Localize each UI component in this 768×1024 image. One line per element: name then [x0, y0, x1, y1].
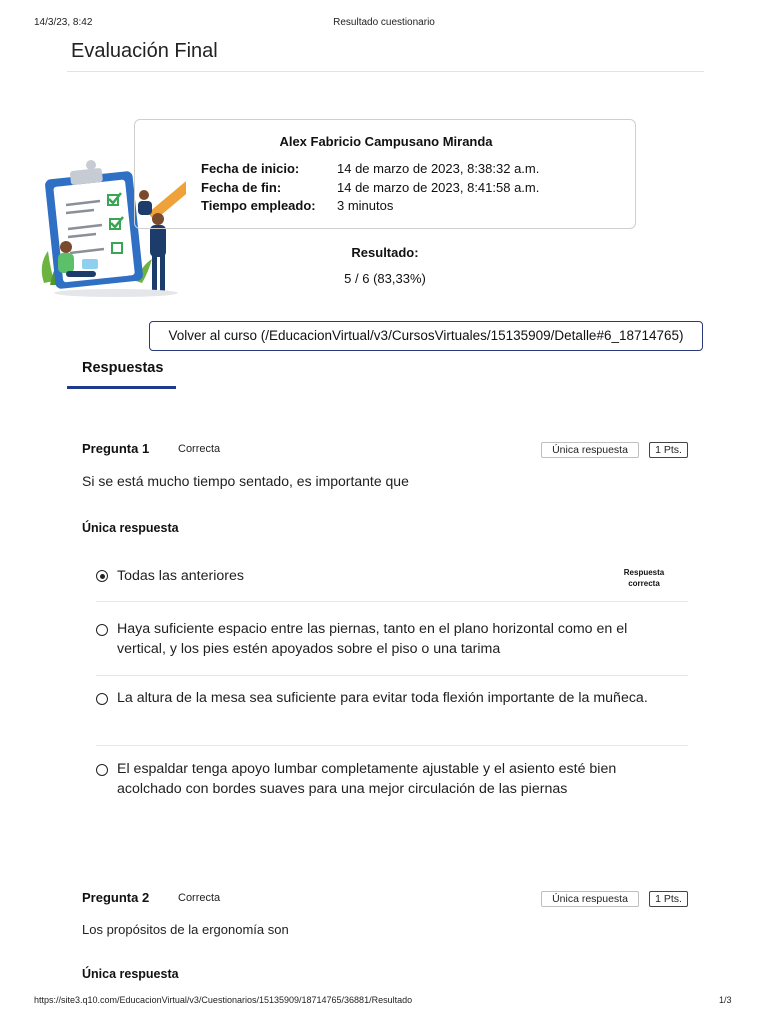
option-label: El espaldar tenga apoyo lumbar completamente ajustable y el asiento esté bien acolchado con bordes suaves para una mejor circulación de las piernas [117, 761, 617, 797]
radio-icon[interactable] [96, 624, 108, 636]
radio-icon[interactable] [96, 693, 108, 705]
summary-card [134, 119, 636, 229]
result-label: Resultado: [351, 245, 419, 260]
footer-page-number: 1/3 [719, 995, 732, 1005]
question-1-answer-type: Única respuesta [82, 521, 179, 535]
end-date-value: 14 de marzo de 2023, 8:41:58 a.m. [337, 180, 540, 195]
print-date: 14/3/23, 8:42 [34, 17, 93, 28]
footer-url: https://site3.q10.com/EducacionVirtual/v3/Cuestionarios/15135909/18714765/36881/Resultado [34, 995, 413, 1005]
time-spent-row [201, 198, 393, 213]
question-2-status: Correcta [178, 892, 221, 904]
option-divider [96, 675, 688, 676]
student-name: Alex Fabricio Campusano Miranda [279, 134, 493, 149]
start-date-label: Fecha de inicio: [201, 161, 300, 176]
end-date-label: Fecha de fin: [201, 180, 282, 195]
option-label: Todas las anteriores [117, 568, 244, 584]
option-label: Haya suficiente espacio entre las piernas, tanto en el plano horizontal como en el vertical, y los pies estén apoyados sobre el piso o una tarima [117, 621, 628, 657]
question-1-label: Pregunta 1 [82, 441, 150, 456]
start-date-row [201, 161, 539, 176]
time-spent-label: Tiempo empleado: [201, 198, 316, 213]
back-to-course-button[interactable]: Volver al curso (/EducacionVirtual/v3/CursosVirtuales/15135909/Detalle#6_18714765) [149, 321, 703, 351]
question-1-status: Correcta [178, 443, 221, 455]
question-1-text: Si se está mucho tiempo sentado, es importante que [82, 473, 409, 489]
correct-answer-note: Respuesta correcta [623, 568, 665, 588]
option-divider [96, 745, 688, 746]
title-divider [67, 71, 704, 72]
question-2-points-badge: 1 Pts. [649, 891, 688, 907]
question-2-text: Los propósitos de la ergonomía son [82, 922, 289, 937]
tab-respuestas[interactable]: Respuestas [82, 360, 164, 376]
end-date-row [201, 180, 539, 195]
print-title: Resultado cuestionario [333, 17, 435, 28]
question-1-points-badge: 1 Pts. [649, 442, 688, 458]
active-tab-indicator [67, 386, 176, 389]
radio-icon[interactable] [96, 764, 108, 776]
question-2-label: Pregunta 2 [82, 890, 150, 905]
page-title: Evaluación Final [71, 40, 218, 62]
radio-selected-icon[interactable] [96, 570, 108, 582]
start-date-value: 14 de marzo de 2023, 8:38:32 a.m. [337, 161, 540, 176]
result-value: 5 / 6 (83,33%) [344, 271, 426, 286]
question-2-answer-type: Única respuesta [82, 967, 179, 981]
question-1-type-badge: Única respuesta [541, 442, 639, 458]
question-2-type-badge: Única respuesta [541, 891, 639, 907]
option-divider [96, 601, 688, 602]
time-spent-value: 3 minutos [337, 198, 394, 213]
option-label: La altura de la mesa sea suficiente para evitar toda flexión importante de la muñeca. [117, 690, 648, 706]
